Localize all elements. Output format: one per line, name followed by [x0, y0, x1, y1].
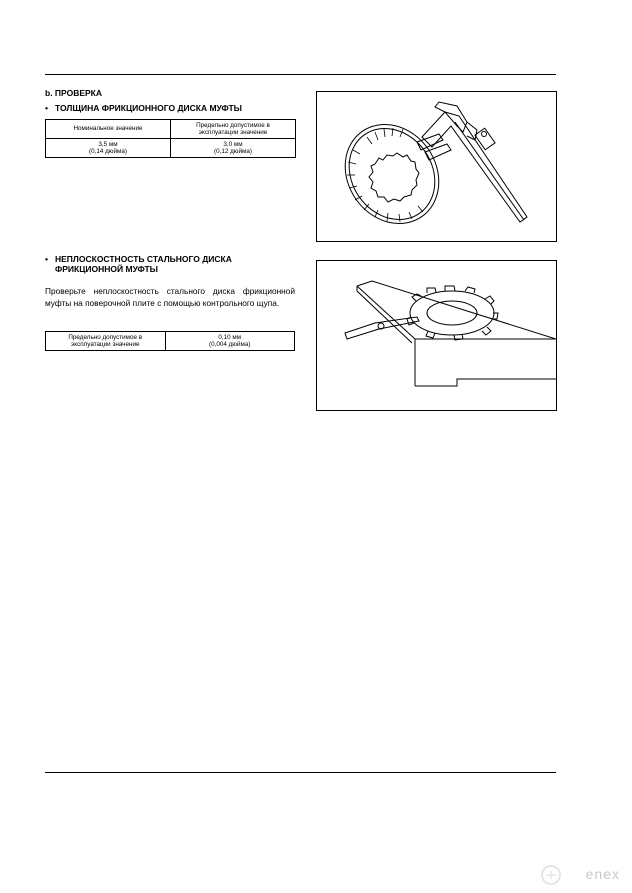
table-row — [46, 332, 295, 351]
thickness-spec-table — [45, 119, 296, 158]
footer-rule — [45, 772, 556, 773]
feeler-gauge-illustration — [317, 261, 556, 410]
table-row — [46, 120, 296, 139]
flatness-heading-line-1: НЕПЛОСКОСТНОСТЬ СТАЛЬНОГО ДИСКА — [55, 254, 232, 264]
flatness-limit-value-cell: 0,10 мм (0,004 дюйма) — [165, 332, 294, 351]
section-title: b. ПРОВЕРКА — [45, 88, 102, 98]
flatness-spec-table — [45, 331, 295, 351]
limit-header-cell: Предельно допустимое в эксплуатации значение — [171, 120, 296, 139]
flatness-paragraph: Проверьте неплоскостность стального диска фрикционной муфты на поверочной плите с помощью контрольного щупа. — [45, 286, 295, 308]
caliper-illustration — [317, 92, 556, 241]
watermark-text: enex — [585, 866, 620, 882]
bullet-icon: • — [45, 103, 48, 113]
limit-value-cell: 3,0 мм (0,12 дюйма) — [171, 139, 296, 158]
table-row — [46, 139, 296, 158]
feeler-gauge-figure — [316, 260, 557, 411]
nominal-header-cell: Номинальное значение — [46, 120, 171, 139]
header-rule — [45, 74, 556, 75]
flatness-limit-label-cell: Предельно допустимое в эксплуатации значение — [46, 332, 166, 351]
bullet-icon: • — [45, 254, 48, 264]
caliper-figure — [316, 91, 557, 242]
thickness-heading-text: ТОЛЩИНА ФРИКЦИОННОГО ДИСКА МУФТЫ — [55, 103, 242, 113]
nominal-value-cell: 3,5 мм (0,14 дюйма) — [46, 139, 171, 158]
flatness-heading-line-2: ФРИКЦИОННОЙ МУФТЫ — [55, 264, 159, 274]
